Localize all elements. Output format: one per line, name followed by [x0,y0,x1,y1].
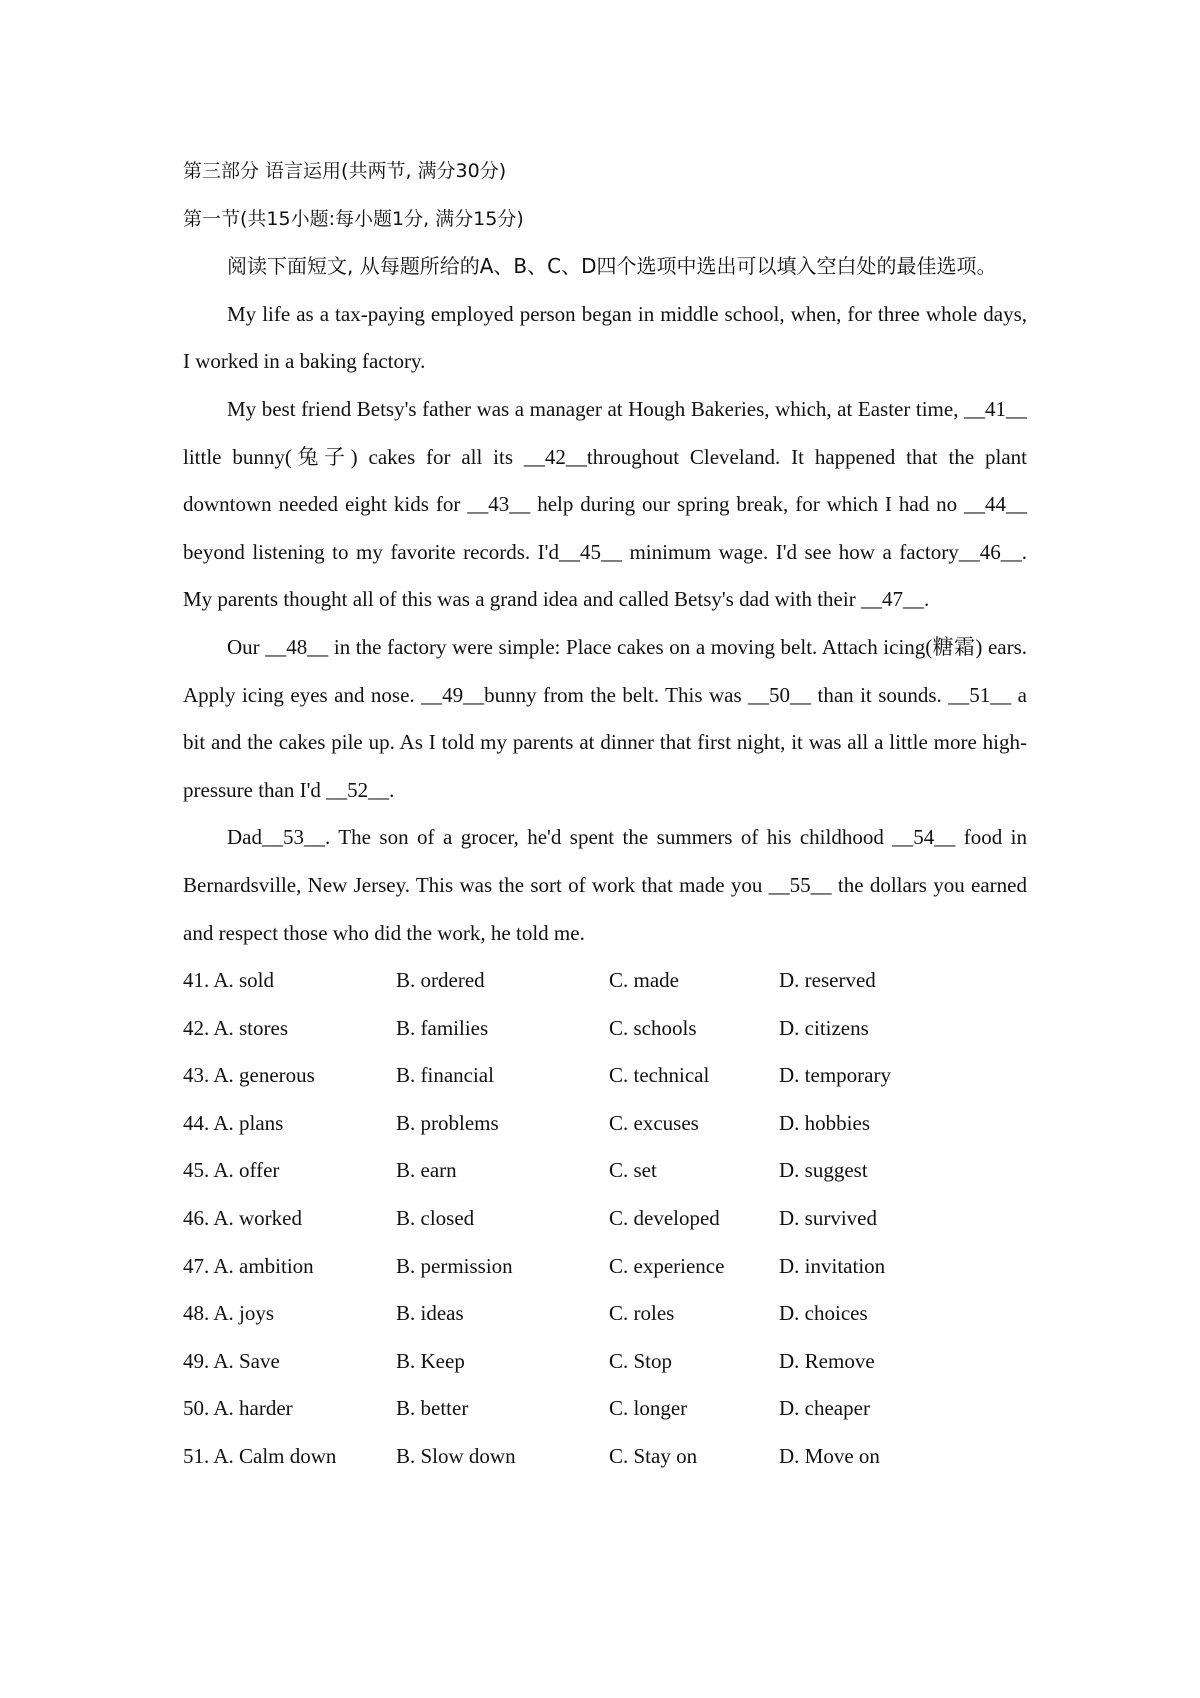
option-d: D. choices [779,1301,868,1326]
part-title: 第三部分 语言运用(共两节, 满分30分) [183,160,507,182]
question-list [183,957,1027,1481]
option-b: B. problems [396,1110,499,1135]
option-a: 43. A. generous [183,1063,315,1088]
option-b: B. financial [396,1063,494,1088]
option-a: 49. A. Save [183,1348,280,1373]
option-b: B. ideas [396,1301,464,1326]
question-row-50 [183,1385,1027,1433]
option-a: 41. A. sold [183,968,275,993]
option-a: 42. A. stores [183,1015,288,1040]
section-subtitle: 第一节(共15小题:每小题1分, 满分15分) [183,207,524,230]
option-b: B. Keep [396,1348,465,1373]
option-b: B. ordered [396,968,485,993]
option-c: C. developed [609,1206,720,1231]
question-row-46 [183,1195,1027,1243]
option-a: 51. A. Calm down [183,1444,337,1469]
question-row-48 [183,1290,1027,1338]
option-a: 44. A. plans [183,1110,284,1135]
option-b: B. families [396,1015,489,1040]
option-d: D. Move on [779,1444,880,1469]
option-a: 45. A. offer [183,1158,280,1183]
option-a: 46. A. worked [183,1206,302,1231]
option-c: C. set [609,1158,657,1183]
option-d: D. reserved [779,968,876,993]
question-row-47 [183,1243,1027,1291]
exam-page [183,148,1027,1481]
option-a: 48. A. joys [183,1301,275,1326]
option-c: C. experience [609,1253,725,1278]
option-a: 47. A. ambition [183,1253,314,1278]
passage-paragraph-2: My best friend Betsy's father was a manager at Hough Bakeries, which, at Easter time, __41__ little bunny(兔子) cakes for all its __42__throughout Cleveland. It happened that the plant downtown needed eight kids for __43__ help during our spring break, for which I had no __44__ beyond listening to my favorite records. I'd__45__ minimum wage. I'd see how a factory__46__. My parents thought all of this was a grand idea and called Betsy's dad with their __47__. [183,396,1027,612]
question-row-43 [183,1052,1027,1100]
option-d: D. survived [779,1206,877,1231]
option-b: B. permission [396,1253,513,1278]
option-d: D. Remove [779,1348,875,1373]
option-b: B. earn [396,1158,457,1183]
option-b: B. Slow down [396,1444,516,1469]
option-c: C. longer [609,1396,688,1421]
question-row-41 [183,957,1027,1005]
option-b: B. better [396,1396,469,1421]
question-row-51 [183,1433,1027,1481]
question-row-49 [183,1338,1027,1386]
passage-paragraph-4: Dad__53__. The son of a grocer, he'd spent the summers of his childhood __54__ food in Bernardsville, New Jersey. This was the sort of work that made you __55__ the dollars you earned and respect those who did the work, he told me. [183,825,1027,945]
option-d: D. invitation [779,1253,886,1278]
option-d: D. suggest [779,1158,868,1183]
passage-paragraph-3: Our __48__ in the factory were simple: Place cakes on a moving belt. Attach icing(糖霜) ears. Apply icing eyes and nose. __49__bunny from the belt. This was __50__ than it sounds. __51__ a bit and the cakes pile up. As I told my parents at dinner that first night, it was all a little more high-pressure than I'd __52__. [183,634,1027,802]
option-d: D. cheaper [779,1396,870,1421]
option-c: C. made [609,968,679,993]
option-d: D. citizens [779,1015,869,1040]
question-row-44 [183,1100,1027,1148]
option-a: 50. A. harder [183,1396,293,1421]
instructions: 阅读下面短文, 从每题所给的A、B、C、D四个选项中选出可以填入空白处的最佳选项。 [227,254,997,279]
option-b: B. closed [396,1206,475,1231]
option-c: C. schools [609,1015,697,1040]
passage-paragraph-1: My life as a tax-paying employed person began in middle school, when, for three whole days, I worked in a baking factory. [183,301,1027,374]
option-c: C. roles [609,1301,675,1326]
question-row-45 [183,1147,1027,1195]
question-row-42 [183,1005,1027,1053]
option-c: C. excuses [609,1110,699,1135]
option-c: C. Stay on [609,1444,698,1469]
option-c: C. Stop [609,1348,673,1373]
option-d: D. hobbies [779,1110,870,1135]
option-d: D. temporary [779,1063,891,1088]
option-c: C. technical [609,1063,710,1088]
